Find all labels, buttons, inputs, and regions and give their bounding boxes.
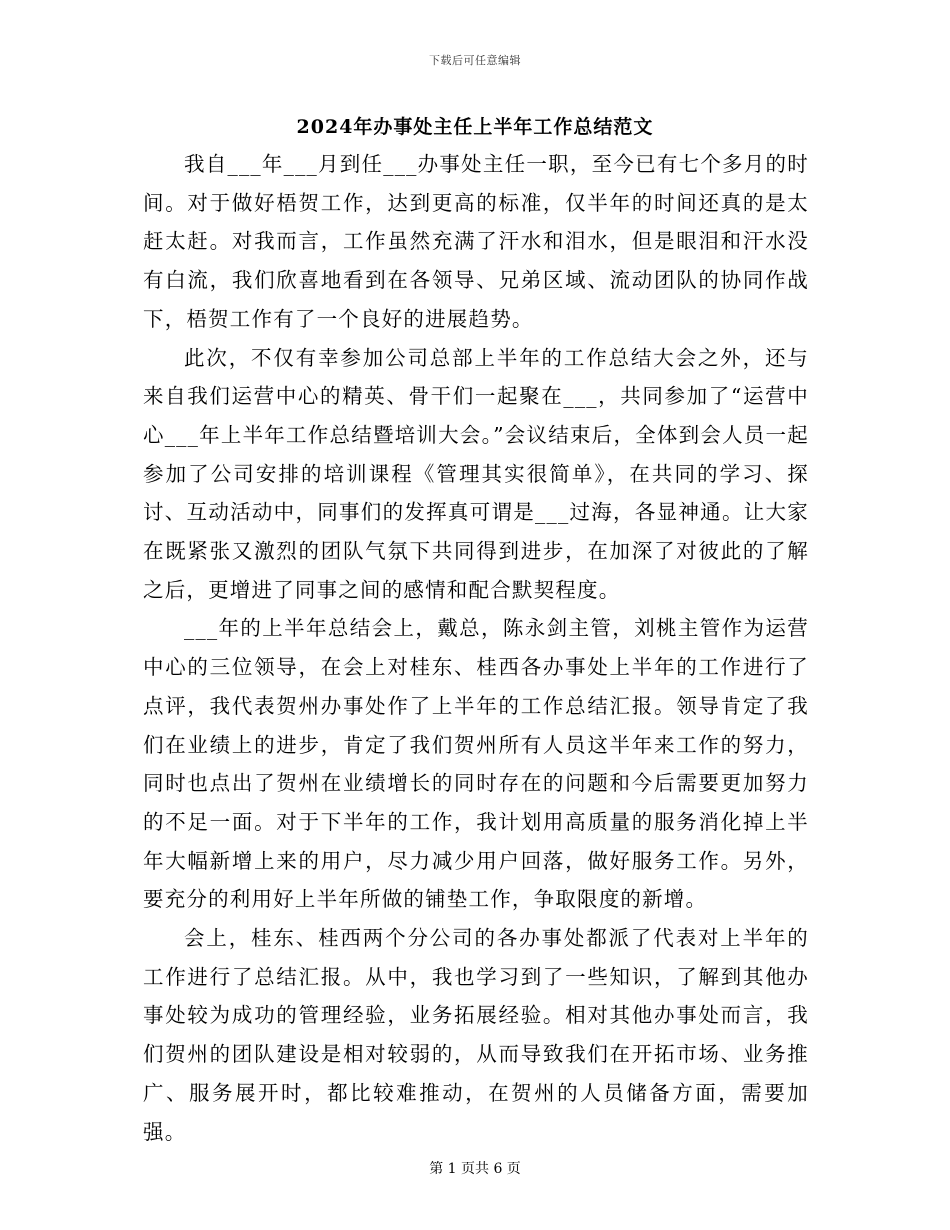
paragraph-2: 此次，不仅有幸参加公司总部上半年的工作总结大会之外，还与来自我们运营中心的精英、骨干们一起聚在___，共同参加了“运营中心___年上半年工作总结暨培训大会。”会议结束后，全体到会人员一起参加了公司安排的培训课程《管理其实很简单》，在共同的学习、探讨、互动活动中，同事们的发挥真可谓是___过海，各显神通。让大家在既紧张又激烈的团队气氛下共同得到进步，在加深了对彼此的了解之后，更增进了同事之间的感情和配合默契程度。	[143, 345, 809, 602]
page-footer: 第 1 页共 6 页	[429, 1161, 521, 1177]
document-title: 2024年办事处主任上半年工作总结范文	[296, 116, 654, 138]
document-body	[143, 145, 809, 1151]
paragraph-4: 会上，桂东、桂西两个分公司的各办事处都派了代表对上半年的工作进行了总结汇报。从中，我也学习到了一些知识，了解到其他办事处较为成功的管理经验，业务拓展经验。相对其他办事处而言，我们贺州的团队建设是相对较弱的，从而导致我们在开拓市场、业务推广、服务展开时，都比较难推动，在贺州的人员储备方面，需要加强。	[143, 926, 809, 1144]
header-note: 下载后可任意编辑	[429, 54, 521, 67]
paragraph-1: 我自___年___月到任___办事处主任一职，至今已有七个多月的时间。对于做好梧贺工作，达到更高的标准，仅半年的时间还真的是太赶太赶。对我而言，工作虽然充满了汗水和泪水，但是眼泪和汗水没有白流，我们欣喜地看到在各领导、兄弟区域、流动团队的协同作战下，梧贺工作有了一个良好的进展趋势。	[143, 152, 809, 331]
paragraph-3: ___年的上半年总结会上，戴总，陈永剑主管，刘桃主管作为运营中心的三位领导，在会上对桂东、桂西各办事处上半年的工作进行了点评，我代表贺州办事处作了上半年的工作总结汇报。领导肯定了我们在业绩上的进步，肯定了我们贺州所有人员这半年来工作的努力，同时也点出了贺州在业绩增长的同时存在的问题和今后需要更加努力的不足一面。对于下半年的工作，我计划用高质量的服务消化掉上半年大幅新增上来的用户，尽力减少用户回落，做好服务工作。另外，要充分的利用好上半年所做的铺垫工作，争取限度的新增。	[143, 616, 809, 912]
